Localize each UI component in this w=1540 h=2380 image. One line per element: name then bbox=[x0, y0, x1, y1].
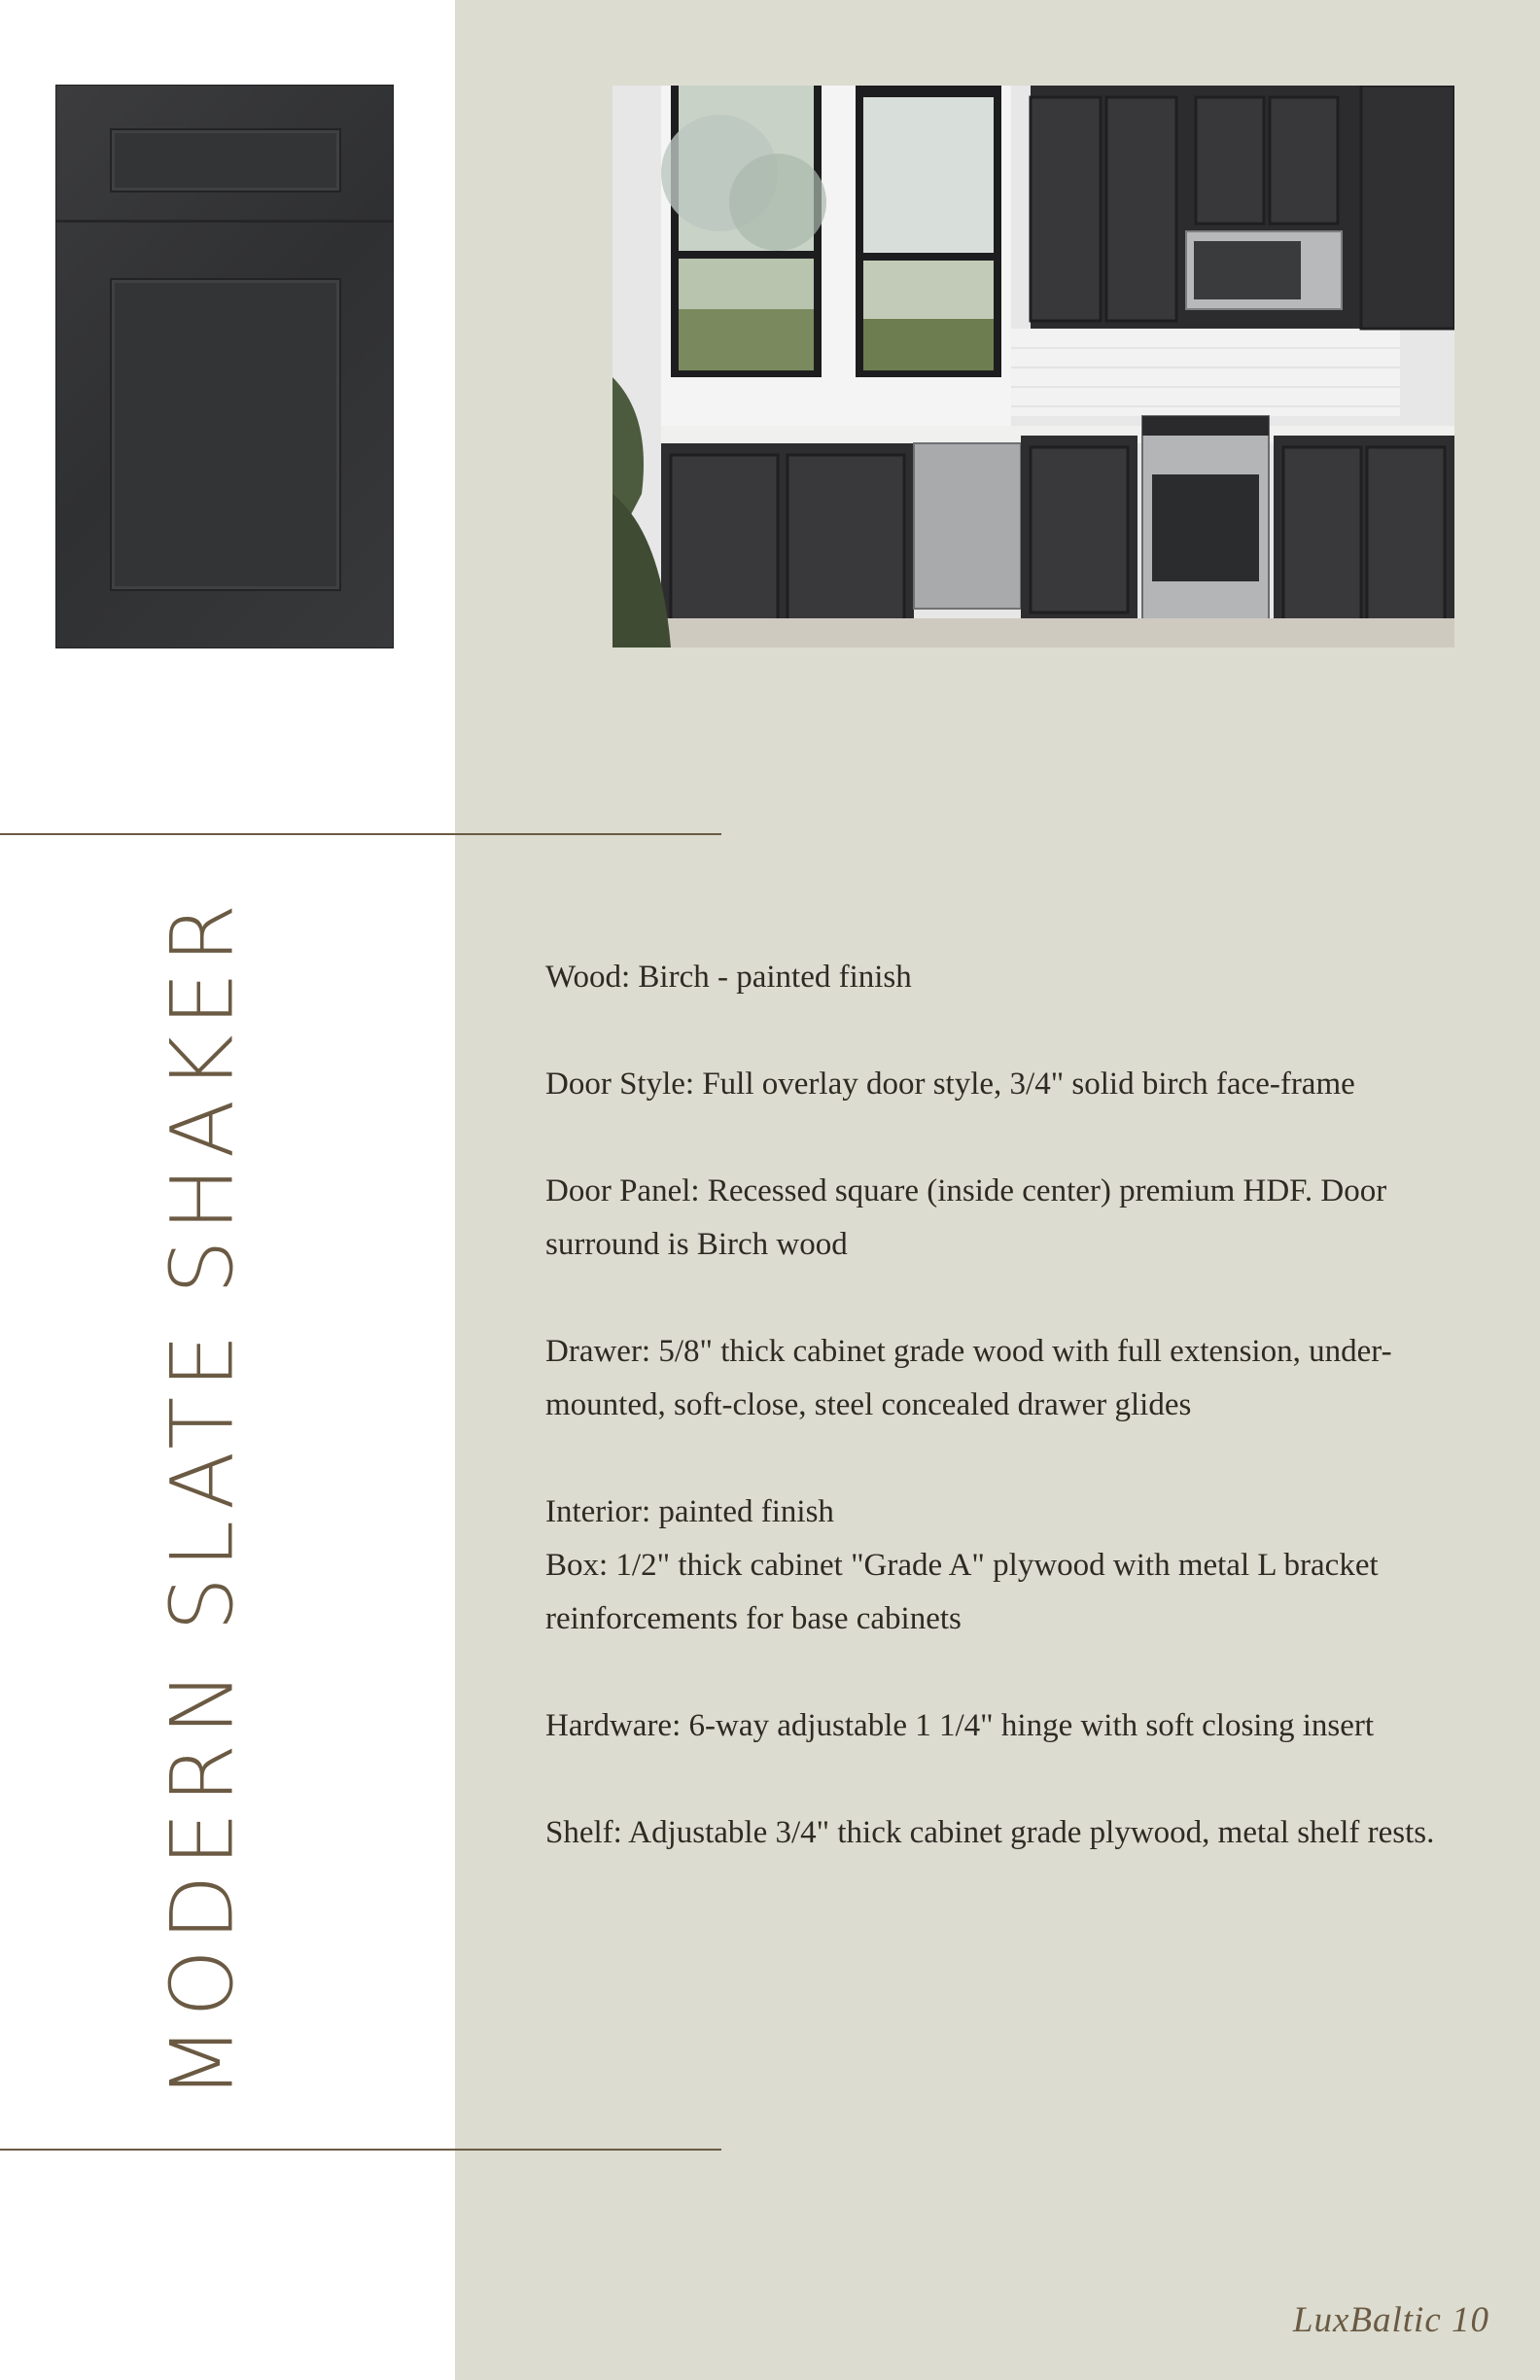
spec-drawer: Drawer: 5/8" thick cabinet grade wood with full extension, under-mounted, soft-close, steel concealed drawer glides bbox=[545, 1334, 1392, 1422]
spec-door-panel: Door Panel: Recessed square (inside center) premium HDF. Door surround is Birch wood bbox=[545, 1173, 1387, 1262]
bottom-divider bbox=[0, 2149, 721, 2151]
kitchen-illustration bbox=[612, 86, 1454, 648]
kitchen-photo bbox=[612, 86, 1454, 648]
spec-interior: Interior: painted finish bbox=[545, 1494, 834, 1529]
door-rail bbox=[56, 220, 393, 223]
door-main-panel bbox=[110, 278, 341, 591]
title-word-shaker: SHAKER bbox=[152, 894, 253, 1295]
spec-hardware: Hardware: 6-way adjustable 1 1/4" hinge with soft closing insert bbox=[545, 1708, 1375, 1743]
spec-door-style: Door Style: Full overlay door style, 3/4" solid birch face-frame bbox=[545, 1067, 1355, 1102]
spec-shelf: Shelf: Adjustable 3/4" thick cabinet grade plywood, metal shelf rests. bbox=[545, 1815, 1435, 1850]
footer-page-number: LuxBaltic 10 bbox=[1292, 2300, 1489, 2340]
shaker-door-sample bbox=[56, 86, 393, 648]
title-word-slate: SLATE bbox=[152, 1325, 253, 1631]
spec-box: Box: 1/2" thick cabinet "Grade A" plywood with metal L bracket reinforcements for base cabinets bbox=[545, 1548, 1379, 1636]
title-word-modern: MODERN bbox=[152, 1662, 253, 2100]
door-drawer-panel bbox=[110, 128, 341, 192]
page-title bbox=[153, 880, 253, 2116]
spec-wood: Wood: Birch - painted finish bbox=[545, 960, 912, 995]
top-divider bbox=[0, 833, 721, 835]
spec-list bbox=[545, 951, 1479, 1913]
